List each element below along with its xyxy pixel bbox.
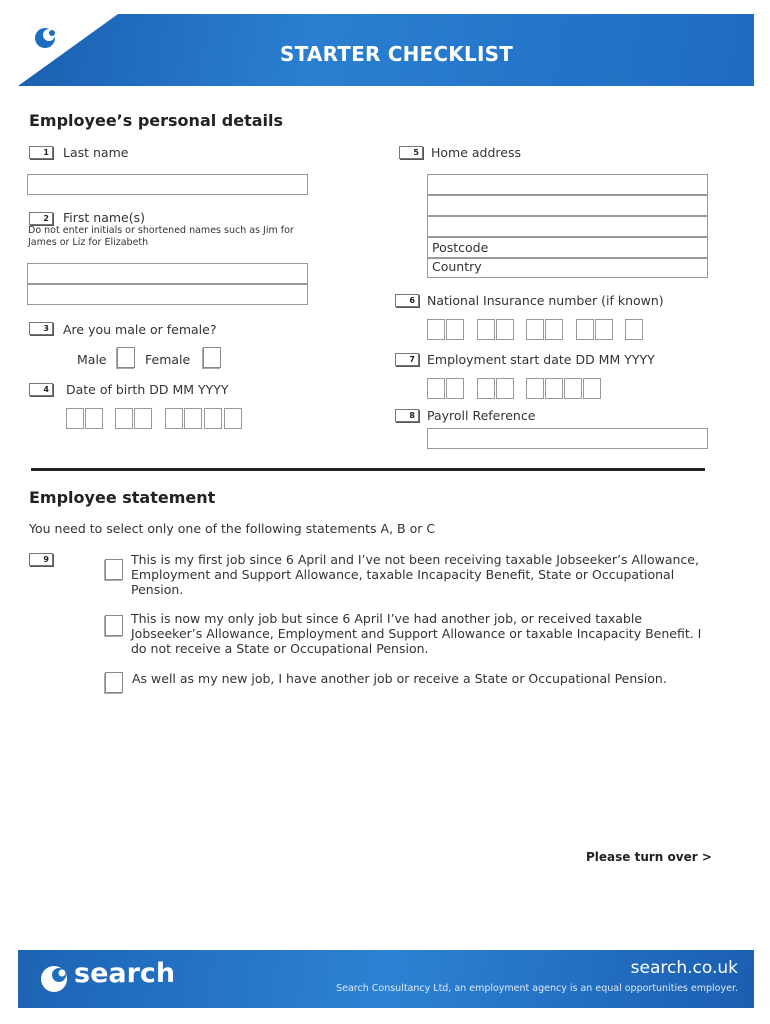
start-month-1[interactable] (477, 378, 495, 399)
question-number-4: 4 (29, 383, 53, 396)
country-label: Country (432, 259, 482, 274)
start-year-1[interactable] (526, 378, 544, 399)
ni-char-9[interactable] (625, 319, 643, 340)
start-date-label: Employment start date DD MM YYYY (427, 352, 655, 367)
dob-year-3[interactable] (204, 408, 222, 429)
start-year-2[interactable] (545, 378, 563, 399)
statement-instruction: You need to select only one of the following statements A, B or C (29, 521, 436, 536)
female-label: Female (145, 352, 191, 367)
ni-char-6[interactable] (545, 319, 563, 340)
dob-label: Date of birth DD MM YYYY (66, 382, 229, 397)
ni-char-8[interactable] (595, 319, 613, 340)
female-checkbox[interactable] (203, 347, 221, 368)
statement-a-checkbox[interactable] (105, 559, 123, 580)
dob-year-2[interactable] (184, 408, 202, 429)
footer-logo-text: search (74, 958, 176, 989)
question-number-5: 5 (399, 146, 423, 159)
ni-char-1[interactable] (427, 319, 445, 340)
question-number-2: 2 (29, 212, 53, 225)
please-turn-over: Please turn over > (586, 850, 712, 864)
statement-b-text: This is now my only job but since 6 April I’ve had another job, or received taxable Jobseeker’s Allowance, Employment and Support Allowance or taxable Incapacity Benefit. I do not receive a State or Occupational Pension. (131, 611, 702, 656)
ni-char-2[interactable] (446, 319, 464, 340)
last-name-label: Last name (63, 145, 129, 160)
question-number-8: 8 (395, 409, 419, 422)
statement-c-checkbox[interactable] (105, 672, 123, 693)
postcode-field[interactable] (427, 237, 708, 258)
statement-a-text: This is my first job since 6 April and I’ve not been receiving taxable Jobseeker’s Allowance, Employment and Support Allowance, taxable Incapacity Benefit, State or Occupational Pension. (131, 552, 699, 597)
dob-day-2[interactable] (85, 408, 103, 429)
section-divider (31, 468, 705, 471)
start-year-4[interactable] (583, 378, 601, 399)
ni-number-label: National Insurance number (if known) (427, 293, 664, 308)
statement-b-checkbox[interactable] (105, 615, 123, 636)
ni-char-4[interactable] (496, 319, 514, 340)
start-day-1[interactable] (427, 378, 445, 399)
payroll-reference-label: Payroll Reference (427, 408, 536, 423)
header-banner (18, 14, 754, 86)
employee-statement-title: Employee statement (29, 488, 216, 507)
personal-details-title: Employee’s personal details (29, 111, 284, 130)
page-title: STARTER CHECKLIST (280, 42, 514, 66)
male-checkbox[interactable] (117, 347, 135, 368)
address-line-2[interactable] (427, 195, 708, 216)
start-month-2[interactable] (496, 378, 514, 399)
gender-question: Are you male or female? (63, 322, 217, 337)
question-number-7: 7 (395, 353, 419, 366)
footer-website[interactable]: search.co.uk (630, 958, 738, 978)
ni-char-3[interactable] (477, 319, 495, 340)
dob-day-1[interactable] (66, 408, 84, 429)
address-line-3[interactable] (427, 216, 708, 237)
search-logo-icon (30, 22, 64, 52)
male-label: Male (77, 352, 107, 367)
dob-year-1[interactable] (165, 408, 183, 429)
dob-month-2[interactable] (134, 408, 152, 429)
address-line-1[interactable] (427, 174, 708, 195)
start-day-2[interactable] (446, 378, 464, 399)
postcode-label: Postcode (432, 240, 489, 255)
ni-char-5[interactable] (526, 319, 544, 340)
dob-year-4[interactable] (224, 408, 242, 429)
dob-month-1[interactable] (115, 408, 133, 429)
statement-c-text: As well as my new job, I have another job or receive a State or Occupational Pension. (132, 671, 667, 686)
first-name-label: First name(s) (63, 210, 145, 225)
ni-char-7[interactable] (576, 319, 594, 340)
search-footer-logo-icon (38, 962, 72, 996)
question-number-3: 3 (29, 322, 53, 335)
footer-banner (18, 950, 754, 1008)
footer-tagline: Search Consultancy Ltd, an employment agency is an equal opportunities employer. (336, 983, 738, 994)
payroll-reference-field[interactable] (427, 428, 708, 449)
first-name-note: Do not enter initials or shortened names such as Jim for James or Liz for Elizabeth (28, 225, 294, 248)
question-number-9: 9 (29, 553, 53, 566)
question-number-1: 1 (29, 146, 53, 159)
start-year-3[interactable] (564, 378, 582, 399)
first-name-field-1[interactable] (27, 263, 308, 284)
question-number-6: 6 (395, 294, 419, 307)
last-name-field[interactable] (27, 174, 308, 195)
first-name-field-2[interactable] (27, 284, 308, 305)
home-address-label: Home address (431, 145, 521, 160)
country-field[interactable] (427, 258, 708, 278)
